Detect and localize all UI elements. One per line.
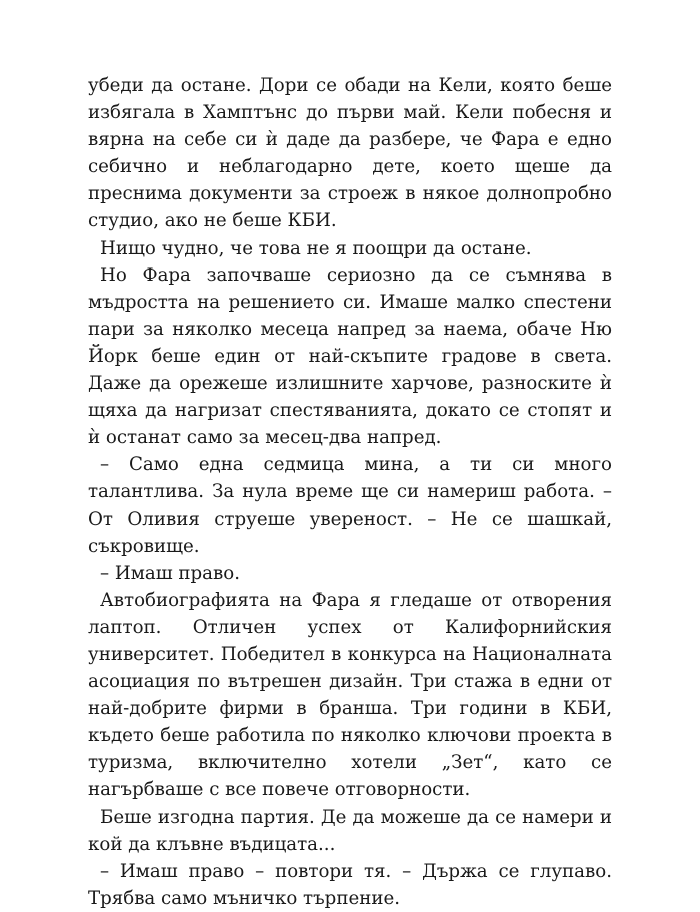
paragraph-5: – Имаш право. [100, 562, 240, 584]
paragraph-7: Беше изгодна партия. Де да можеше да се намери и кой да клъвне въдицата... [88, 806, 612, 855]
paragraph-1: убеди да остане. Дори се обади на Кели, която беше избягала в Хамптънс до първи май. Кели побесня и вярна на себе си ѝ даде да разбере, че Фара е едно себично и неблагодарно дете, което щеше да преснима документи за строеж в някое долнопробно студио, ако не беше КБИ. [88, 75, 612, 232]
paragraph-2: Нищо чудно, че това не я поощри да остане. [100, 237, 532, 259]
paragraph-8: – Имаш право – повтори тя. – Държа се глупаво. Трябва само мъничко търпение. [88, 860, 612, 909]
paragraph-4: – Само една седмица мина, а ти си много талантлива. За нула време ще си намериш работа. – От Оливия струеше увереност. – Не се шашкай, съкровище. [88, 454, 612, 557]
paragraph-3: Но Фара започваше сериозно да се съмнява в мъдростта на решението си. Имаше малко спестени пари за няколко месеца напред за наема, обаче Ню Йорк беше един от най-скъпите градове в света. Даже да орежеше излишните харчове, разноските ѝ щяха да нагризат спестяванията, докато се стопят и ѝ останат само за месец-два напред. [88, 264, 612, 449]
paragraph-6: Автобиографията на Фара я гледаше от отворения лаптоп. Отличен успех от Калифорнийския университет. Победител в конкурса на Националната асоциация по вътрешен дизайн. Три стажа в едни от най-добрите фирми в бранша. Три години в КБИ, където беше работила по няколко ключови проекта в туризма, включително хотели „Зет“, като се нагърбваше с все повече отговорности. [88, 589, 612, 801]
book-page [88, 72, 612, 912]
